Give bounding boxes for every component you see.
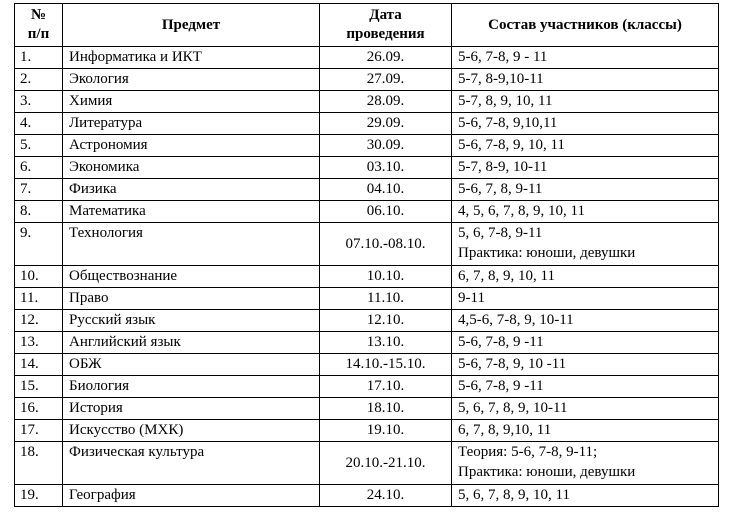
row-subject: Экология [63,69,320,91]
row-date: 13.10. [320,332,452,354]
row-date: 11.10. [320,288,452,310]
row-participants-line2: Практика: юноши, девушки [458,464,636,480]
header-row [15,4,719,47]
row-subject: Русский язык [63,310,320,332]
table-row [15,398,719,420]
row-date: 14.10.-15.10. [320,354,452,376]
row-num: 9. [15,223,63,266]
row-date: 20.10.-21.10. [320,442,452,485]
row-num: 7. [15,179,63,201]
row-participants: 9-11 [452,288,719,310]
row-subject: Обществознание [63,266,320,288]
row-date: 12.10. [320,310,452,332]
table-row [15,310,719,332]
row-participants-line1: Теория: 5-6, 7-8, 9-11; [458,444,598,460]
row-subject: Информатика и ИКТ [63,47,320,69]
row-num: 6. [15,157,63,179]
row-subject: География [63,485,320,507]
table-row [15,332,719,354]
table-row [15,113,719,135]
table-row [15,201,719,223]
row-participants: 4,5-6, 7-8, 9, 10-11 [452,310,719,332]
table-row [15,223,719,266]
table-row [15,91,719,113]
row-participants: 5-6, 7, 8, 9-11 [452,179,719,201]
table-row [15,442,719,485]
row-participants: 5-7, 8-9, 10-11 [452,157,719,179]
row-participants: 5-6, 7-8, 9 -11 [452,376,719,398]
row-subject: Астрономия [63,135,320,157]
row-date: 10.10. [320,266,452,288]
row-num: 13. [15,332,63,354]
olympiad-schedule-table [14,3,719,507]
row-participants: 5, 6, 7, 8, 9, 10-11 [452,398,719,420]
table-row [15,157,719,179]
row-num: 16. [15,398,63,420]
row-subject: Физика [63,179,320,201]
row-participants: 5-6, 7-8, 9, 10 -11 [452,354,719,376]
header-subject-label: Предмет [161,16,221,33]
row-date: 19.10. [320,420,452,442]
table-row [15,376,719,398]
row-num: 2. [15,69,63,91]
row-num: 10. [15,266,63,288]
row-participants: 4, 5, 6, 7, 8, 9, 10, 11 [452,201,719,223]
table-row [15,288,719,310]
header-date-label: Дата проведения [346,7,425,42]
header-num-label: № п/п [27,7,50,42]
row-date: 27.09. [320,69,452,91]
table-row [15,420,719,442]
table-row [15,69,719,91]
row-subject: Литература [63,113,320,135]
table-row [15,135,719,157]
row-date: 30.09. [320,135,452,157]
row-date: 04.10. [320,179,452,201]
row-participants: 5-6, 7-8, 9 - 11 [452,47,719,69]
row-participants: 5, 6, 7, 8, 9, 10, 11 [452,485,719,507]
row-date: 18.10. [320,398,452,420]
row-subject: Математика [63,201,320,223]
row-date: 06.10. [320,201,452,223]
row-num: 14. [15,354,63,376]
row-num: 11. [15,288,63,310]
row-num: 5. [15,135,63,157]
row-num: 18. [15,442,63,485]
row-date: 17.10. [320,376,452,398]
row-participants: 5-7, 8-9,10-11 [452,69,719,91]
table-row [15,266,719,288]
row-subject: Искусство (МХК) [63,420,320,442]
row-num: 4. [15,113,63,135]
row-num: 17. [15,420,63,442]
row-subject: История [63,398,320,420]
row-subject: ОБЖ [63,354,320,376]
row-num: 3. [15,91,63,113]
row-subject: Право [63,288,320,310]
table-row [15,354,719,376]
row-participants [452,223,719,266]
row-participants: 5-6, 7-8, 9,10,11 [452,113,719,135]
table-row [15,485,719,507]
row-date: 07.10.-08.10. [320,223,452,266]
row-participants: 5-7, 8, 9, 10, 11 [452,91,719,113]
row-date: 26.09. [320,47,452,69]
row-subject: Биология [63,376,320,398]
row-num: 8. [15,201,63,223]
row-date: 28.09. [320,91,452,113]
header-participants-label: Состав участников (классы) [488,16,682,33]
header-participants [452,4,719,47]
row-subject: Физическая культура [63,442,320,485]
row-num: 1. [15,47,63,69]
table-row [15,47,719,69]
row-participants-line2: Практика: юноши, девушки [458,245,636,261]
header-date [320,4,452,47]
row-participants: 6, 7, 8, 9, 10, 11 [452,266,719,288]
row-subject: Химия [63,91,320,113]
row-participants: 5-6, 7-8, 9, 10, 11 [452,135,719,157]
row-num: 15. [15,376,63,398]
row-num: 12. [15,310,63,332]
row-participants [452,442,719,485]
row-date: 29.09. [320,113,452,135]
header-num [15,4,63,47]
row-participants: 6, 7, 8, 9,10, 11 [452,420,719,442]
row-subject: Технология [63,223,320,266]
row-participants: 5-6, 7-8, 9 -11 [452,332,719,354]
row-subject: Экономика [63,157,320,179]
row-date: 03.10. [320,157,452,179]
row-subject: Английский язык [63,332,320,354]
row-date: 24.10. [320,485,452,507]
header-subject [63,4,320,47]
row-participants-line1: 5, 6, 7-8, 9-11 [458,225,543,241]
table-row [15,179,719,201]
row-num: 19. [15,485,63,507]
